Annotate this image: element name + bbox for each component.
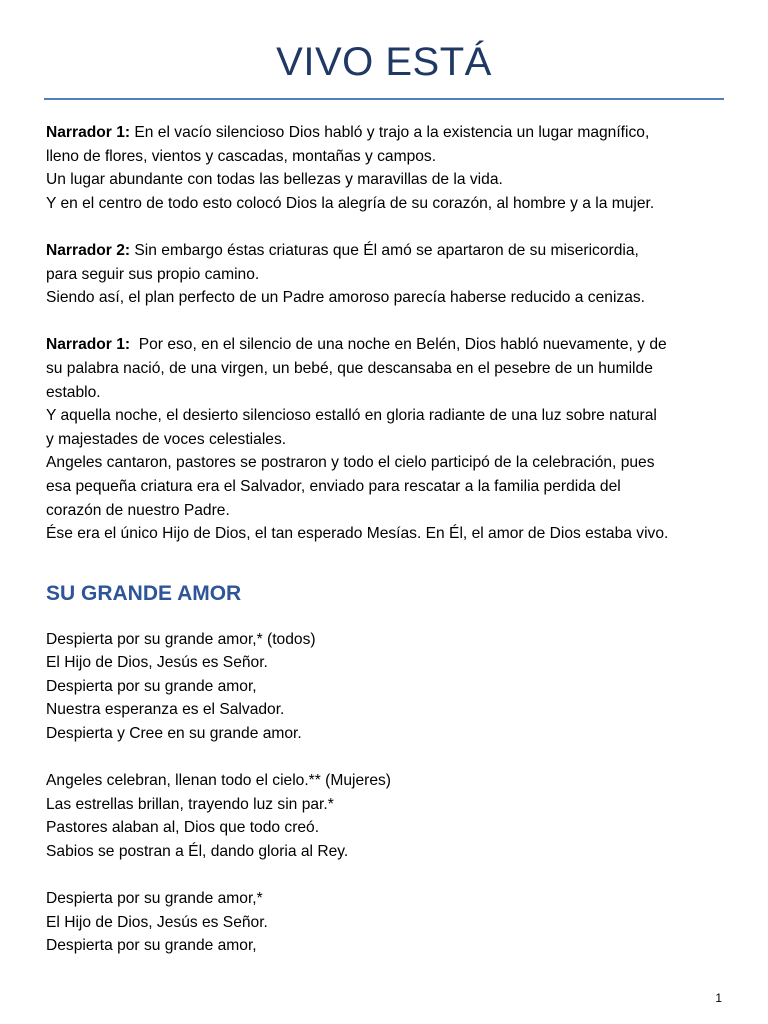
paragraph-line: corazón de nuestro Padre. [46, 501, 230, 519]
song-heading: SU GRANDE AMOR [46, 581, 242, 605]
lyric-line: Angeles celebran, llenan todo el cielo.** (Mujeres) [46, 772, 391, 790]
lyric-line: Despierta por su grande amor, [46, 937, 257, 955]
paragraph-line: Un lugar abundante con todas las bellezas y maravillas de la vida. [46, 171, 503, 189]
paragraph-line: Y aquella noche, el desierto silencioso estalló en gloria radiante de una luz sobre natural [46, 407, 657, 425]
paragraph-line: Ése era el único Hijo de Dios, el tan esperado Mesías. En Él, el amor de Dios estaba vivo. [46, 525, 669, 543]
page-title: VIVO ESTÁ [276, 40, 492, 84]
paragraph-text: Sin embargo éstas criaturas que Él amó se apartaron de su misericordia, [134, 241, 639, 259]
paragraph-line: Siendo así, el plan perfecto de un Padre amoroso parecía haberse reducido a cenizas. [46, 289, 646, 307]
speaker-label: Narrador 1: [46, 336, 131, 354]
speaker-label: Narrador 2: [46, 241, 131, 259]
speaker-label: Narrador 1: [46, 124, 131, 141]
narration-paragraph-3 [46, 333, 736, 545]
paragraph-text: Por eso, en el silencio de una noche en Belén, Dios habló nuevamente, y de [134, 336, 667, 354]
lyric-line: Nuestra esperanza es el Salvador. [46, 701, 285, 719]
lyric-line: Pastores alaban al, Dios que todo creó. [46, 819, 320, 837]
lyric-line: El Hijo de Dios, Jesús es Señor. [46, 913, 268, 931]
paragraph-line [46, 333, 736, 357]
paragraph-line: Angeles cantaron, pastores se postraron y todo el cielo participó de la celebración, pues [46, 454, 655, 472]
paragraph-line: esa pequeña criatura era el Salvador, enviado para rescatar a la familia perdida del [46, 477, 621, 495]
paragraph-line: su palabra nació, de una virgen, un bebé, que descansaba en el pesebre de un humilde [46, 359, 653, 377]
paragraph-line: y majestades de voces celestiales. [46, 430, 287, 448]
paragraph-line: para seguir sus propio camino. [46, 265, 260, 283]
lyric-line: Sabios se postran a Él, dando gloria al Rey. [46, 843, 349, 861]
lyric-line: Despierta por su grande amor,* [46, 890, 263, 908]
paragraph-line [46, 121, 736, 145]
stanza-1 [46, 628, 736, 746]
narration-paragraph-1 [46, 121, 736, 215]
song-lyrics [46, 628, 736, 958]
paragraph-line: establo. [46, 383, 101, 401]
document-body [46, 121, 736, 982]
narration-paragraph-2 [46, 239, 736, 310]
stanza-2 [46, 769, 736, 863]
page-number: 1 [715, 991, 722, 1005]
paragraph-line [46, 239, 736, 263]
lyric-line: Despierta por su grande amor,* (todos) [46, 630, 316, 648]
paragraph-line: lleno de flores, vientos y cascadas, montañas y campos. [46, 147, 437, 165]
lyric-line: Despierta y Cree en su grande amor. [46, 725, 302, 743]
paragraph-text: En el vacío silencioso Dios habló y trajo a la existencia un lugar magnífico, [134, 124, 650, 141]
lyric-line: Despierta por su grande amor, [46, 677, 257, 695]
lyric-line: Las estrellas brillan, trayendo luz sin par.* [46, 795, 334, 813]
paragraph-line: Y en el centro de todo esto colocó Dios la alegría de su corazón, al hombre y a la mujer. [46, 194, 655, 212]
lyric-line: El Hijo de Dios, Jesús es Señor. [46, 654, 268, 672]
title-underline [44, 98, 724, 100]
stanza-3 [46, 887, 736, 958]
